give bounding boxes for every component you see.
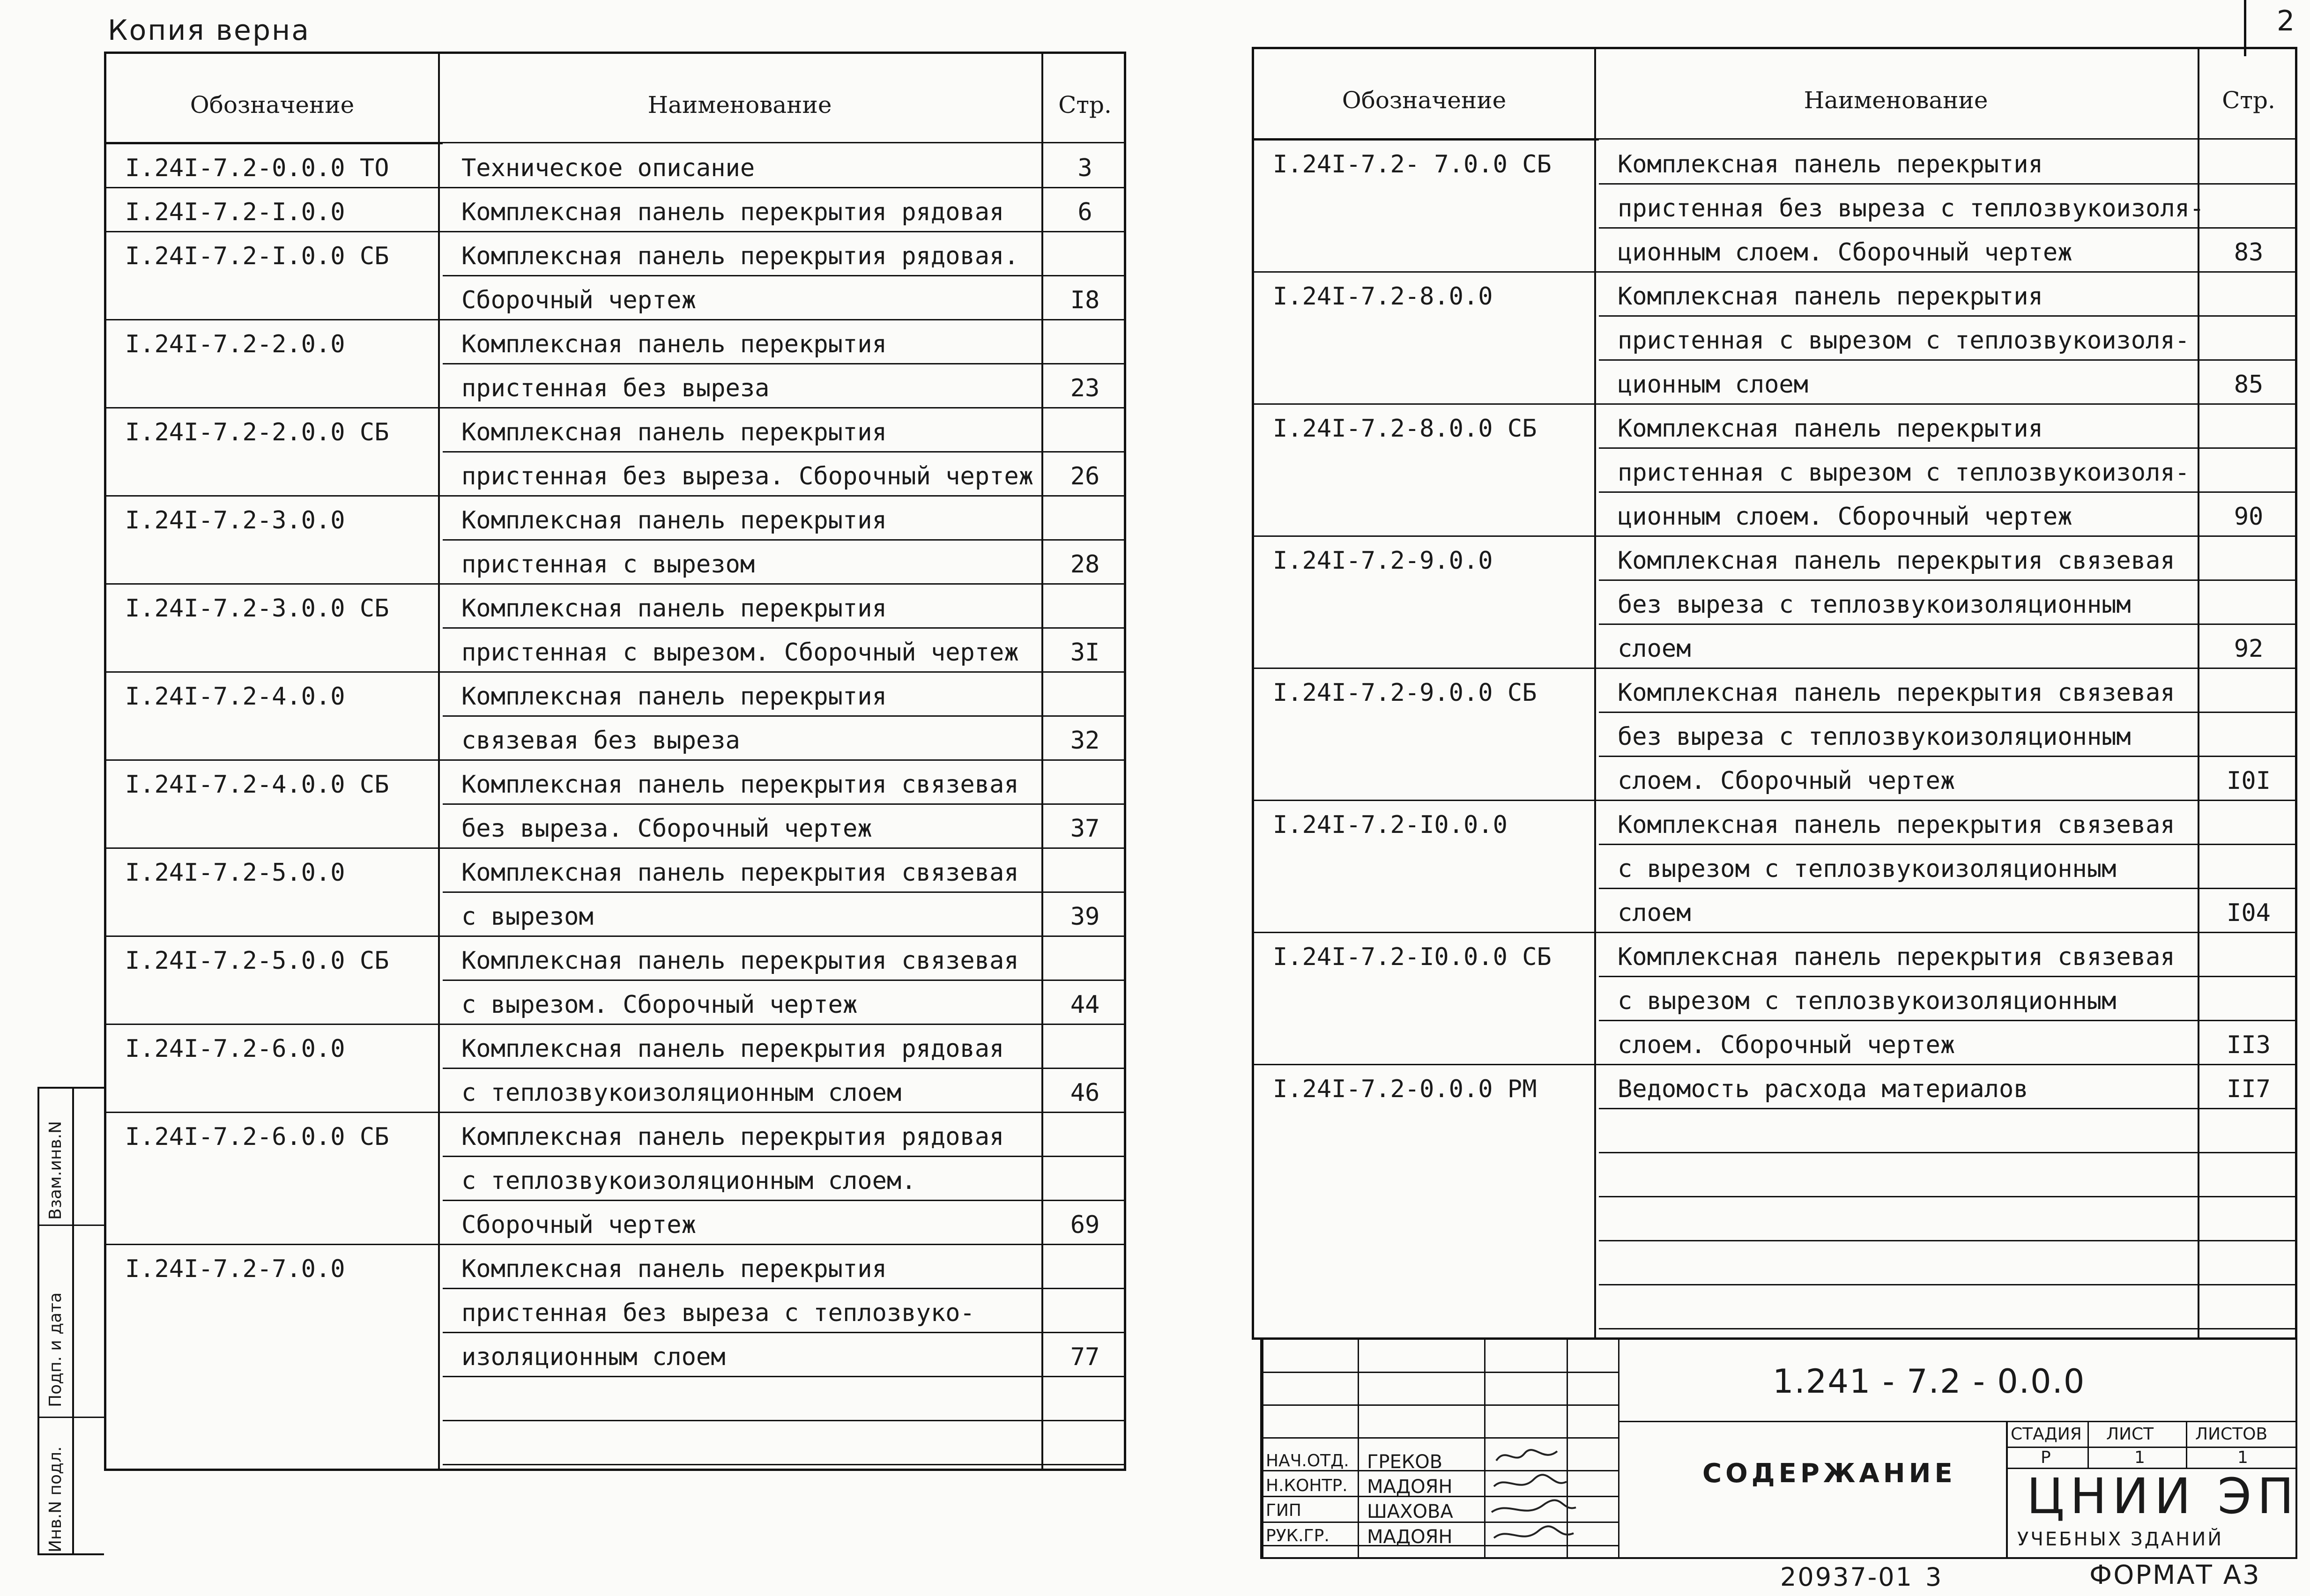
table-row [106, 627, 1124, 671]
table-row [106, 1112, 1124, 1156]
row-name: Комплексная панель перекрытия [461, 683, 887, 711]
table-row [106, 275, 1124, 319]
header-name: Наименование [647, 91, 832, 119]
table-row [1254, 712, 2295, 756]
row-page: 37 [1070, 815, 1100, 843]
table-row [1254, 756, 2295, 800]
table-row [106, 980, 1124, 1024]
header-code: Обозначение [1342, 87, 1507, 114]
name-1: ГРЕКОВ [1367, 1451, 1443, 1473]
row-name: Комплексная панель перекрытия [461, 418, 887, 446]
row-code: I.24I-7.2-I.0.0 [125, 198, 345, 226]
table-row [106, 1332, 1124, 1376]
row-name: пристенная без выреза с теплозвукоизоля- [1618, 194, 2205, 223]
name-2: МАДОЯН [1367, 1476, 1453, 1498]
row-code: I.24I-7.2-7.0.0 [125, 1255, 345, 1283]
table-row [1254, 668, 2295, 712]
row-code: I.24I-7.2-9.0.0 [1273, 547, 1493, 575]
contents-table-left [104, 52, 1126, 1471]
table-row [106, 671, 1124, 715]
org-name: ЦНИИ ЭП [2027, 1468, 2300, 1525]
row-code: I.24I-7.2-2.0.0 СБ [125, 418, 389, 446]
row-name: без выреза. Сборочный чертеж [461, 815, 872, 843]
row-name: Комплексная панель перекрытия связевая [461, 771, 1019, 799]
table-row [106, 1156, 1124, 1200]
table-row [1254, 1152, 2295, 1196]
header-code: Обозначение [190, 91, 355, 119]
row-page: 32 [1070, 727, 1100, 755]
table-row [106, 1244, 1124, 1288]
row-code: I.24I-7.2-I.0.0 СБ [125, 242, 389, 270]
row-name: пристенная без выреза [461, 374, 770, 402]
table-row [106, 231, 1124, 275]
row-name: без выреза с теплозвукоизоляционным [1618, 591, 2131, 619]
table-row [1254, 227, 2295, 271]
table-row [1254, 579, 2295, 624]
row-code: I.24I-7.2-I0.0.0 СБ [1273, 943, 1552, 971]
row-code: I.24I-7.2-I0.0.0 [1273, 811, 1508, 839]
corner-sheet-mark: 2 [2277, 5, 2296, 37]
table-row [1254, 447, 2295, 491]
row-name: Комплексная панель перекрытия рядовая [461, 198, 1004, 226]
row-code: I.24I-7.2-8.0.0 СБ [1273, 415, 1537, 443]
table-row [1254, 1108, 2295, 1152]
row-name: Комплексная панель перекрытия связевая [461, 859, 1019, 887]
side-strip [37, 1087, 104, 1555]
row-name: пристенная с вырезом с теплозвукоизоля- [1618, 327, 2190, 355]
row-name: Комплексная панель перекрытия связевая [1618, 547, 2175, 575]
row-name: Техническое описание [461, 154, 755, 182]
sheet-label: ЛИСТ [2106, 1425, 2154, 1444]
table-row [1254, 976, 2295, 1020]
header-name: Наименование [1804, 87, 1988, 114]
row-name: Комплексная панель перекрытия рядовая [461, 1123, 1004, 1151]
stage-value: Р [2041, 1448, 2051, 1467]
role-3: ГИП [1266, 1501, 1301, 1520]
row-name: Сборочный чертеж [461, 286, 696, 314]
row-page: 39 [1070, 903, 1100, 931]
table-row [106, 847, 1124, 891]
row-page: 83 [2234, 238, 2264, 267]
header-page: Стр. [2222, 87, 2275, 114]
row-page: 3I [1070, 638, 1100, 667]
contents-table-right [1252, 47, 2297, 1340]
table-row [1254, 271, 2295, 315]
row-name: Комплексная панель перекрытия [461, 594, 887, 623]
row-code: I.24I-7.2-0.0.0 РМ [1273, 1075, 1537, 1103]
row-page: 77 [1070, 1343, 1100, 1371]
row-name: с теплозвукоизоляционным слоем. [461, 1167, 916, 1195]
row-code: I.24I-7.2-8.0.0 [1273, 282, 1493, 311]
table-row [106, 187, 1124, 231]
row-name: с теплозвукоизоляционным слоем [461, 1079, 902, 1107]
row-page: I04 [2227, 899, 2271, 927]
row-code: I.24I-7.2- 7.0.0 СБ [1273, 150, 1552, 178]
table-row [1254, 1240, 2295, 1284]
row-page: 46 [1070, 1079, 1100, 1107]
row-name: Сборочный чертеж [461, 1211, 696, 1239]
table-row [1254, 888, 2295, 932]
table-row [106, 583, 1124, 627]
row-page: 3 [1077, 154, 1092, 182]
row-name: слоем [1618, 899, 1691, 927]
row-name: Комплексная панель перекрытия рядовая [461, 1035, 1004, 1063]
row-page: 85 [2234, 371, 2264, 399]
row-name: с вырезом с теплозвукоизоляционным [1618, 987, 2117, 1015]
row-page: 23 [1070, 374, 1100, 402]
row-name: с вырезом. Сборочный чертеж [461, 991, 858, 1019]
row-page: I8 [1070, 286, 1100, 314]
row-name: Комплексная панель перекрытия [461, 1255, 887, 1283]
table-row [106, 1024, 1124, 1068]
table-row [1254, 844, 2295, 888]
row-name: ционным слоем. Сборочный чертеж [1618, 503, 2072, 531]
row-name: без выреза с теплозвукоизоляционным [1618, 723, 2131, 751]
table-row [106, 1376, 1124, 1420]
table-row [1254, 624, 2295, 668]
row-name: Комплексная панель перекрытия [1618, 150, 2043, 178]
row-page: 90 [2234, 503, 2264, 531]
table-row [1254, 535, 2295, 579]
document-title: СОДЕРЖАНИЕ [1702, 1458, 1956, 1489]
row-name: изоляционным слоем [461, 1343, 726, 1371]
row-code: I.24I-7.2-5.0.0 СБ [125, 947, 389, 975]
stage-block [2006, 1421, 2300, 1559]
row-code: I.24I-7.2-3.0.0 СБ [125, 594, 389, 623]
row-name: ционным слоем. Сборочный чертеж [1618, 238, 2072, 267]
table-row [1254, 491, 2295, 535]
table-row [106, 539, 1124, 583]
role-4: РУК.ГР. [1266, 1526, 1330, 1545]
row-page: 28 [1070, 550, 1100, 579]
role-1: НАЧ.ОТД. [1266, 1451, 1349, 1470]
header-page: Стр. [1058, 91, 1112, 119]
side-replace-inv: Взам.инв.N [46, 1121, 65, 1220]
row-page: II7 [2227, 1075, 2271, 1103]
row-name: Комплексная панель перекрытия связевая [461, 947, 1019, 975]
table-row [106, 143, 1124, 187]
role-2: Н.КОНТР. [1266, 1476, 1348, 1495]
row-name: слоем. Сборочный чертеж [1618, 1031, 1955, 1059]
row-name: пристенная с вырезом с теплозвукоизоля- [1618, 459, 2190, 487]
row-name: связевая без выреза [461, 727, 740, 755]
org-subtitle: УЧЕБНЫХ ЗДАНИЙ [2017, 1529, 2224, 1550]
name-4: МАДОЯН [1367, 1526, 1453, 1548]
sheets-value: 1 [2237, 1448, 2248, 1467]
row-name: Комплексная панель перекрытия рядовая. [461, 242, 1019, 270]
row-name: Комплексная панель перекрытия [461, 330, 887, 358]
row-name: пристенная с вырезом. Сборочный чертеж [461, 638, 1019, 667]
row-name: пристенная без выреза с теплозвуко- [461, 1299, 975, 1327]
table-row [1254, 1284, 2295, 1328]
table-row [106, 715, 1124, 759]
row-code: I.24I-7.2-9.0.0 СБ [1273, 679, 1537, 707]
side-inv-no: Инв.N подл. [46, 1446, 65, 1552]
row-page: 69 [1070, 1211, 1100, 1239]
row-name: Комплексная панель перекрытия [1618, 282, 2043, 311]
table-row [1254, 139, 2295, 183]
row-name: Комплексная панель перекрытия связевая [1618, 943, 2175, 971]
table-row [1254, 800, 2295, 844]
row-code: I.24I-7.2-4.0.0 [125, 683, 345, 711]
table-row [106, 891, 1124, 935]
side-sign-date: Подп. и дата [46, 1292, 65, 1407]
table-row [106, 1200, 1124, 1244]
table-row [1254, 315, 2295, 359]
row-name: слоем [1618, 635, 1691, 663]
row-name: с вырезом с теплозвукоизоляционным [1618, 855, 2117, 883]
table-row [1254, 1196, 2295, 1240]
row-page: 92 [2234, 635, 2264, 663]
row-page: 6 [1077, 198, 1092, 226]
row-page: I0I [2227, 767, 2271, 795]
row-page: II3 [2227, 1031, 2271, 1059]
row-code: I.24I-7.2-6.0.0 СБ [125, 1123, 389, 1151]
row-name: пристенная без выреза. Сборочный чертеж [461, 462, 1033, 490]
table-row [1254, 359, 2295, 403]
table-row [106, 407, 1124, 451]
row-code: I.24I-7.2-6.0.0 [125, 1035, 345, 1063]
sheet-format: ФОРМАТ А3 [2089, 1560, 2261, 1590]
sheets-label: ЛИСТОВ [2195, 1425, 2268, 1444]
row-code: I.24I-7.2-0.0.0 ТО [125, 154, 389, 182]
table-row [106, 935, 1124, 980]
name-3: ШАХОВА [1367, 1501, 1453, 1522]
table-row [106, 451, 1124, 495]
archive-sheet-number: 3 [1925, 1562, 1943, 1592]
stage-label: СТАДИЯ [2011, 1425, 2082, 1444]
row-code: I.24I-7.2-4.0.0 СБ [125, 771, 389, 799]
row-code: I.24I-7.2-5.0.0 [125, 859, 345, 887]
row-name: Комплексная панель перекрытия связевая [1618, 811, 2175, 839]
table-row [1254, 1020, 2295, 1064]
row-page: 26 [1070, 462, 1100, 490]
table-row [106, 759, 1124, 803]
table-row [106, 1288, 1124, 1332]
row-name: пристенная с вырезом [461, 550, 755, 579]
table-row [106, 319, 1124, 363]
archive-number: 20937-01 [1780, 1562, 1913, 1592]
row-name: с вырезом [461, 903, 594, 931]
row-code: I.24I-7.2-3.0.0 [125, 506, 345, 534]
table-row [1254, 183, 2295, 227]
sheet-value: 1 [2134, 1448, 2145, 1467]
copy-certified-note: Копия верна [108, 14, 311, 47]
row-name: слоем. Сборочный чертеж [1618, 767, 1955, 795]
table-row [106, 1420, 1124, 1464]
row-name: Комплексная панель перекрытия связевая [1618, 679, 2175, 707]
title-block [1260, 1339, 2300, 1559]
row-page: 44 [1070, 991, 1100, 1019]
table-row [1254, 1064, 2295, 1108]
table-row [106, 363, 1124, 407]
signatures [1487, 1442, 1613, 1559]
row-name: Комплексная панель перекрытия [1618, 415, 2043, 443]
table-row [106, 1068, 1124, 1112]
table-row [106, 803, 1124, 847]
row-code: I.24I-7.2-2.0.0 [125, 330, 345, 358]
table-row [1254, 932, 2295, 976]
table-row [1254, 403, 2295, 447]
document-code: 1.241 - 7.2 - 0.0.0 [1773, 1362, 2086, 1401]
row-name: ционным слоем [1618, 371, 1808, 399]
table-row [106, 495, 1124, 539]
row-name: Комплексная панель перекрытия [461, 506, 887, 534]
row-name: Ведомость расхода материалов [1618, 1075, 2028, 1103]
